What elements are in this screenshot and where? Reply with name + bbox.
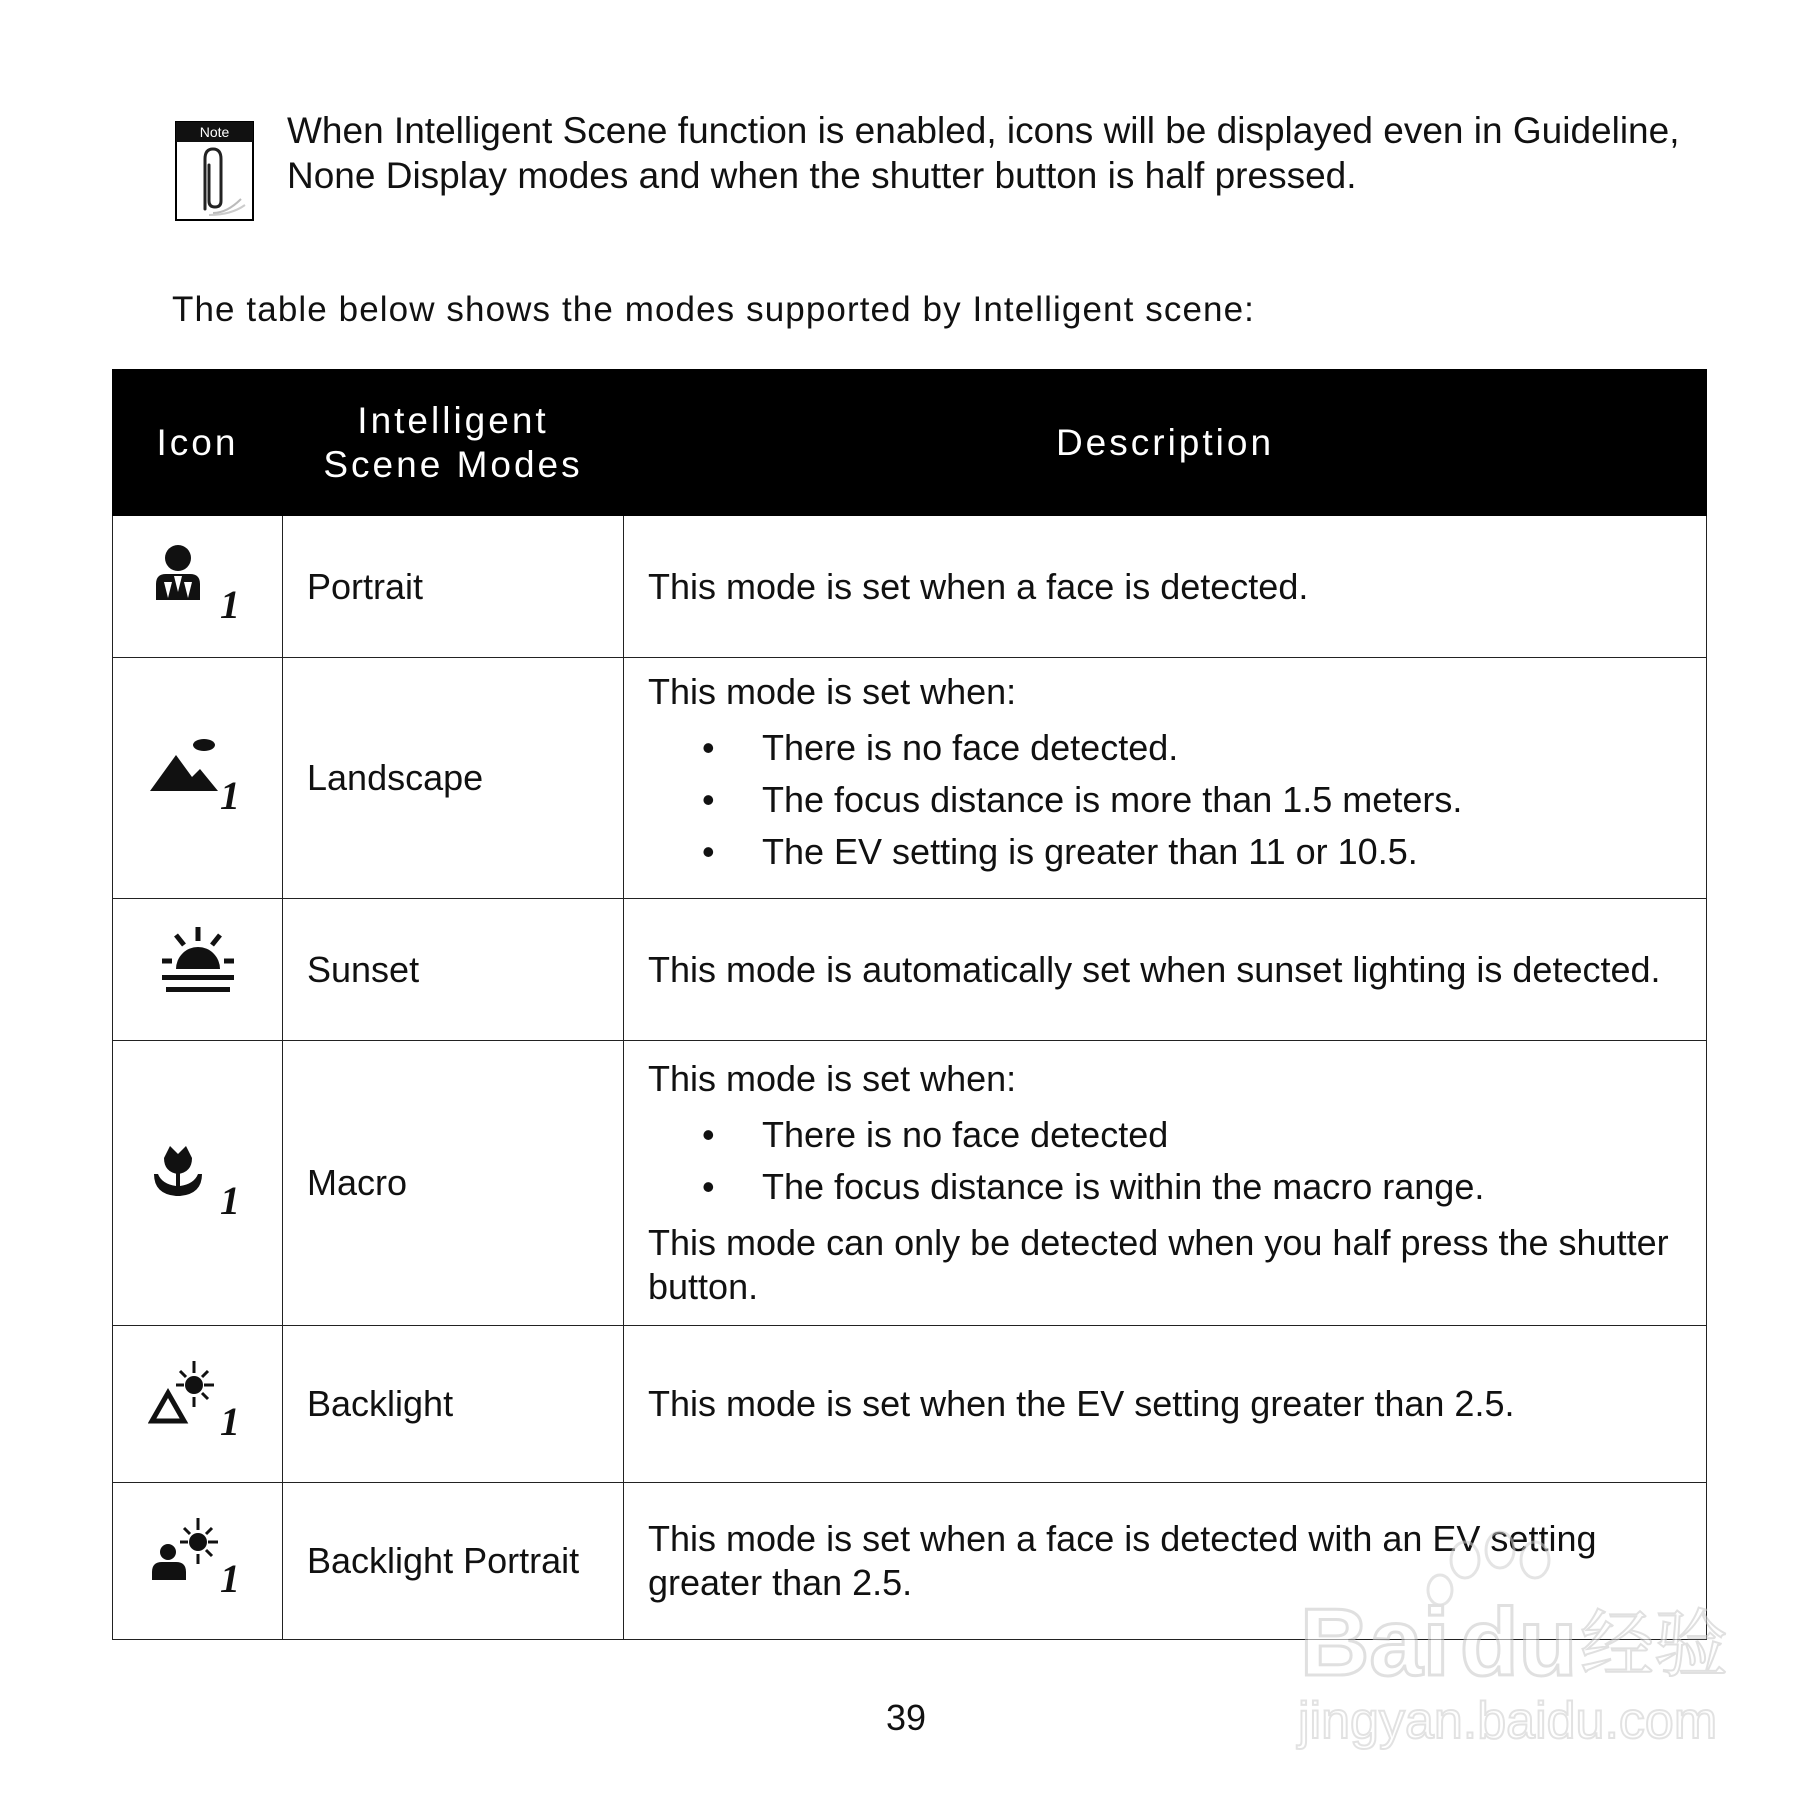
condition-list [648,722,1682,878]
note-text: When Intelligent Scene function is enabled, icons will be displayed even in Guideline, None Display modes and when the shutter button is half pressed. [287,110,1680,196]
svg-text:1: 1 [219,1399,240,1439]
watermark-brand-du: du [1460,1589,1578,1696]
mode-description: This mode is set when a face is detected. [624,516,1707,658]
watermark-url: jingyan.baidu.com [1298,1692,1718,1750]
scene-modes-table [112,369,1707,1640]
svg-text:1: 1 [219,1178,240,1218]
header-modes-line1: Intelligent [357,399,549,441]
mode-description-note: This mode can only be detected when you half press the shutter button. [648,1222,1669,1307]
watermark-brand: Bai [1300,1589,1450,1696]
note-paperclip-icon [175,121,254,221]
mode-name: Backlight [283,1326,624,1483]
header-modes-line2: Scene Modes [323,443,583,485]
backlight-scene-icon [148,1359,248,1439]
list-item: • The focus distance is more than 1.5 meters. [648,774,1682,826]
watermark-cn: 经验 [1580,1602,1728,1688]
macro-scene-icon [148,1138,248,1218]
mode-description: This mode is automatically set when sunset lighting is detected. [624,899,1707,1041]
landscape-scene-icon [148,733,248,813]
portrait-scene-icon [148,542,248,622]
mode-description: This mode is set when the EV setting greater than 2.5. [624,1326,1707,1483]
header-description: Description [624,370,1707,516]
table-row [113,1326,1707,1483]
note-label: Note [199,124,230,140]
header-icon: Icon [113,370,283,516]
mode-description-intro: This mode is set when: [648,1058,1017,1099]
svg-text:1: 1 [219,773,240,813]
backlight-portrait-scene-icon [148,1516,248,1596]
list-item: • The focus distance is within the macro range. [648,1161,1682,1213]
svg-text:1: 1 [219,1556,240,1596]
intro-text: The table below shows the modes supported by Intelligent scene: [172,290,1255,329]
mode-name: Sunset [283,899,624,1041]
table-row [113,516,1707,658]
mode-name: Macro [283,1041,624,1326]
table-row [113,1041,1707,1326]
header-modes [283,370,624,516]
table-header-row [113,370,1707,516]
mode-description-intro: This mode is set when: [648,671,1017,712]
baidu-jingyan-watermark [1290,1530,1730,1760]
table-row [113,658,1707,899]
sunset-scene-icon [148,925,248,1005]
table-row [113,899,1707,1041]
mode-description: This mode is set when a face is detected with an EV setting greater than 2.5. [624,1483,1707,1640]
condition-list [648,1109,1682,1213]
list-item: • The EV setting is greater than 11 or 10.5. [648,826,1682,878]
list-item: • There is no face detected. [648,722,1682,774]
mode-name: Portrait [283,516,624,658]
list-item: • There is no face detected [648,1109,1682,1161]
mode-name: Landscape [283,658,624,899]
page-number: 39 [885,1697,927,1738]
mode-name: Backlight Portrait [283,1483,624,1640]
svg-text:1: 1 [219,581,240,622]
